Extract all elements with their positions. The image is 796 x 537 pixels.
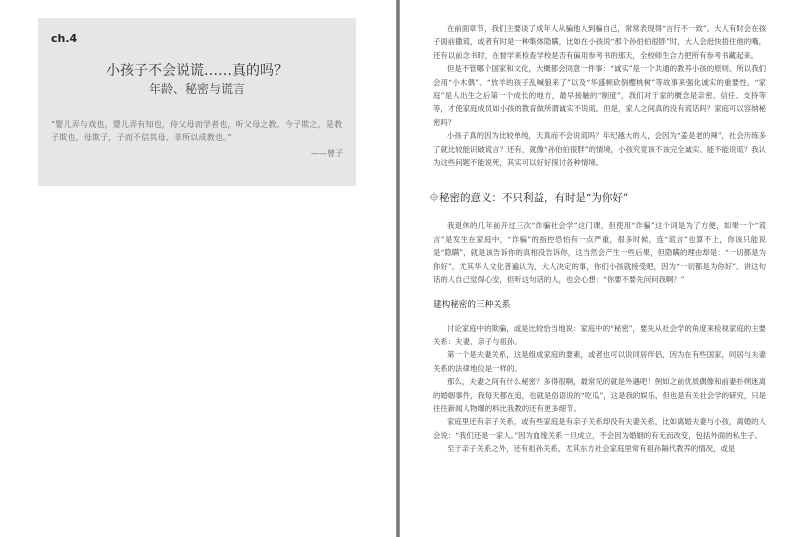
epigraph-source: ——曾子 bbox=[311, 149, 343, 158]
subsection-heading: 建构秘密的三种关系 bbox=[433, 299, 511, 310]
chapter-number: ch.4 bbox=[51, 32, 78, 45]
left-page bbox=[0, 0, 396, 537]
intro-paragraph: 但是不管哪个国家和文化，大概都会同意一件事：“诚实”是一个共通的教养小孩的原则。所以我们会用“小木偶”、“放羊的孩子乱喊狼来了”以及“华盛顿砍倒樱桃树”等故事来强化诚实的重要性。“家庭”是人出生之后第一个成长的地方，最早接触的“制度”，我们对于家的概念是亲密、信任、支持等等，才使家庭成员如小孩的教育做所谓诚实不说谎。但是，家人之间真的没有谎话吗？家庭可以容纳秘密吗？ bbox=[433, 64, 766, 127]
section-heading bbox=[431, 191, 766, 205]
right-page bbox=[400, 0, 796, 537]
subsection-paragraph: 那么，夫妻之间有什么秘密？多得很啊，最常见的就是外遇吧！例如之前优质偶像和前妻扑朔迷离的婚姻事件，我每天都在追，也就是俗语说的“吃瓜”，这是我的娱乐，但也是有关社会学的研究，只是往往新闻人物爆的料比我教的还有更多细节。 bbox=[433, 377, 766, 413]
subsection-paragraph: 讨论家庭中的欺骗，或是比较恰当地说：家庭中的“秘密”，要先从社会学的角度来检视家庭的主要关系：夫妻、亲子与祖孙。 bbox=[433, 323, 766, 346]
chapter-header-box bbox=[38, 18, 356, 186]
chapter-title: 小孩子不会说谎……真的吗？ bbox=[106, 63, 288, 79]
section-paragraph: 我退休的几年前开过三次“诈骗社会学”这门课，但使用“诈骗”这个词是为了方便，如果一个“谎言”是发生在家庭中，“诈骗”的指控恐怕有一点严重，很多时候，连“谎言”也算不上，你该只能说是“隐瞒”，就是该告诉你的真相没告诉你，这当然会产生一些后果，但隐瞒的理由却是：“一切都是为你好”。尤其华人文化普遍认为，大人决定的事，你们小孩就接受吧，因为“一切都是为你好”。讲这句话的人自己觉得心安，但听这句话的人，也会心想：“你要不要先问问我啊？” bbox=[433, 221, 766, 285]
subsection-paragraph: 家庭里还有亲子关系，或有些家庭是有亲子关系却没有夫妻关系，比如离婚夫妻与小孩，离婚的人会说：“我们还是一家人。”因为血缘关系一旦成立，不会因为婚姻的有无而改变，包括外面的私生子。 bbox=[433, 417, 766, 440]
intro-paragraph: 在前面章节，我们主要谈了成年人从骗他人到骗自己，常常表现得“言行不一致”。大人有时会在孩子面前撒谎，或者有时是一种集体隐瞒，比如在小孩说“那个孙伯伯很胖”时，大人会赶快捂住他的嘴，还有以前念书时，在督学来检查学校是否有偏用参考书的那天，全校师生合力把所有参考书藏起来。 bbox=[433, 24, 766, 60]
chapter-subtitle: 年龄、秘密与谎言 bbox=[148, 82, 245, 96]
page-body-text bbox=[433, 22, 766, 456]
crosshair-marker-icon bbox=[429, 192, 439, 202]
intro-paragraph: 小孩子真的因为比较单纯，天真而不会说谎吗？年纪越大的人，会因为“姜是老的辣”，社会历练多了就比较能识破谎言？还有，就像“孙伯伯很胖”的情境，小孩究竟该不该完全诚实、能不能说谎？我认为这些问题不能说死，其实可以好好探讨各种情境。 bbox=[433, 131, 766, 168]
section-heading-text: 秘密的意义：不只利益，有时是“为你好” bbox=[439, 192, 629, 205]
subsection-paragraph: 至于亲子关系之外，还有祖孙关系，尤其东方社会家庭里常有祖孙隔代教养的情况，或是 bbox=[447, 444, 736, 454]
epigraph-quote: “婴儿弄与戏也，婴儿弄有知也，侍父母而学者也，听父母之教，今子欺之，是教子欺也，母欺子，子而不信其母，非所以成教也。” bbox=[51, 120, 343, 142]
subsection-paragraph: 第一个是夫妻关系，这是组成家庭的要素，或者也可以说同居伴侣，因为在有些国家，同居与夫妻关系的法律地位是一样的。 bbox=[433, 350, 766, 373]
